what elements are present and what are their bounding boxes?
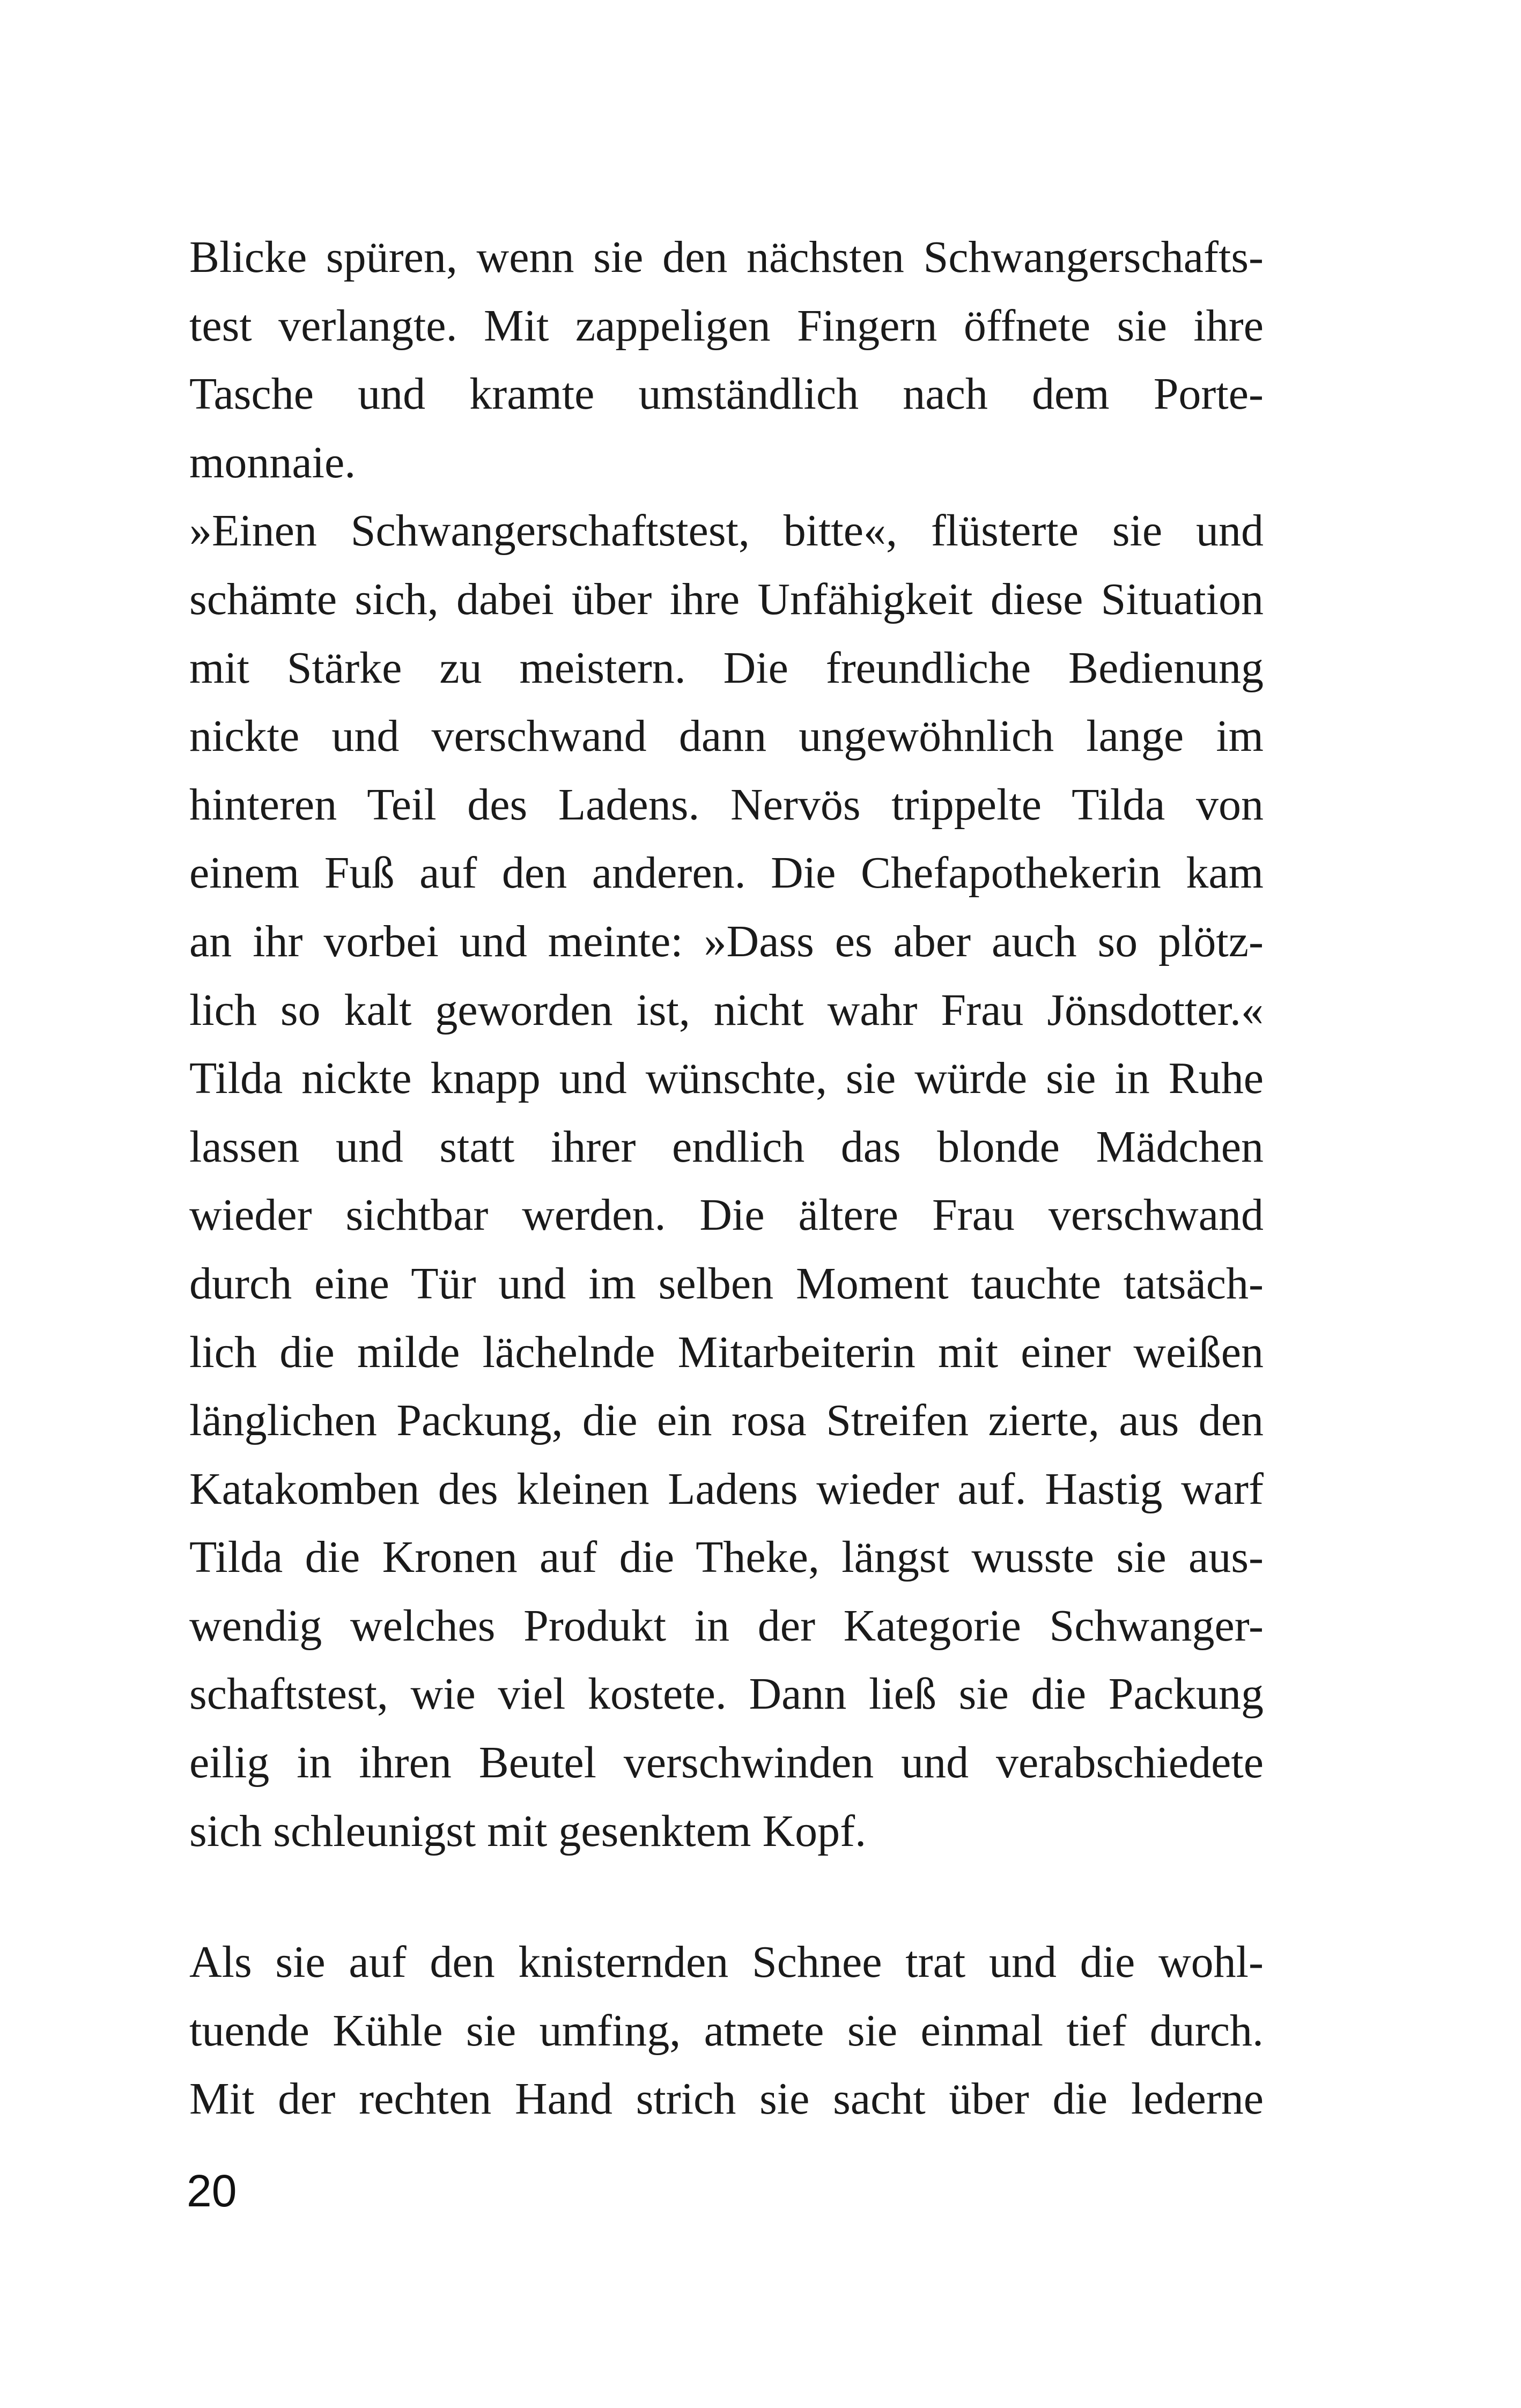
text-line: Tasche und kramte umständlich nach dem Porte- bbox=[189, 369, 1264, 419]
text-line: sich schleunigst mit gesenktem Kopf. bbox=[189, 1806, 867, 1856]
paragraph-1 bbox=[189, 223, 1264, 1865]
text-line: wendig welches Produkt in der Kategorie Schwanger- bbox=[189, 1600, 1264, 1651]
text-line: mit Stärke zu meistern. Die freundliche Bedienung bbox=[189, 642, 1264, 693]
text-line: monnaie. bbox=[189, 437, 356, 487]
text-line: Tilda die Kronen auf die Theke, längst wusste sie aus- bbox=[189, 1532, 1264, 1583]
paragraph-2 bbox=[189, 1928, 1264, 2133]
text-line: Als sie auf den knisternden Schnee trat und die wohl- bbox=[189, 1937, 1264, 1987]
text-line: eilig in ihren Beutel verschwinden und verabschiedete bbox=[189, 1738, 1264, 1788]
text-line: einem Fuß auf den anderen. Die Chefapothekerin kam bbox=[189, 848, 1264, 898]
text-line: durch eine Tür und im selben Moment tauchte tatsäch- bbox=[189, 1258, 1264, 1309]
text-line: test verlangte. Mit zappeligen Fingern öffnete sie ihre bbox=[189, 300, 1264, 351]
text-line: lassen und statt ihrer endlich das blonde Mädchen bbox=[189, 1121, 1264, 1172]
text-line: schämte sich, dabei über ihre Unfähigkeit diese Situation bbox=[189, 574, 1264, 624]
text-line: wieder sichtbar werden. Die ältere Frau verschwand bbox=[189, 1190, 1264, 1240]
text-line: Katakomben des kleinen Ladens wieder auf. Hastig warf bbox=[189, 1464, 1264, 1514]
page-number: 20 bbox=[187, 2166, 237, 2216]
text-line: tuende Kühle sie umfing, atmete sie einmal tief durch. bbox=[189, 2005, 1264, 2056]
text-line: hinteren Teil des Ladens. Nervös trippelte Tilda von bbox=[189, 779, 1264, 830]
text-line: nickte und verschwand dann ungewöhnlich lange im bbox=[189, 711, 1264, 762]
text-line: Mit der rechten Hand strich sie sacht über die lederne bbox=[189, 2074, 1264, 2124]
text-line: »Einen Schwangerschaftstest, bitte«, flüsterte sie und bbox=[189, 506, 1264, 556]
text-line: lich so kalt geworden ist, nicht wahr Frau Jönsdotter.« bbox=[189, 985, 1264, 1035]
text-line: Blicke spüren, wenn sie den nächsten Schwangerschafts- bbox=[189, 232, 1264, 282]
text-line: schaftstest, wie viel kostete. Dann ließ sie die Packung bbox=[189, 1669, 1264, 1719]
text-line: länglichen Packung, die ein rosa Streifen zierte, aus den bbox=[189, 1395, 1264, 1446]
text-line: lich die milde lächelnde Mitarbeiterin mit einer weißen bbox=[189, 1327, 1264, 1377]
text-line: an ihr vorbei und meinte: »Dass es aber auch so plötz- bbox=[189, 916, 1264, 966]
text-line: Tilda nickte knapp und wünschte, sie würde sie in Ruhe bbox=[189, 1053, 1264, 1104]
